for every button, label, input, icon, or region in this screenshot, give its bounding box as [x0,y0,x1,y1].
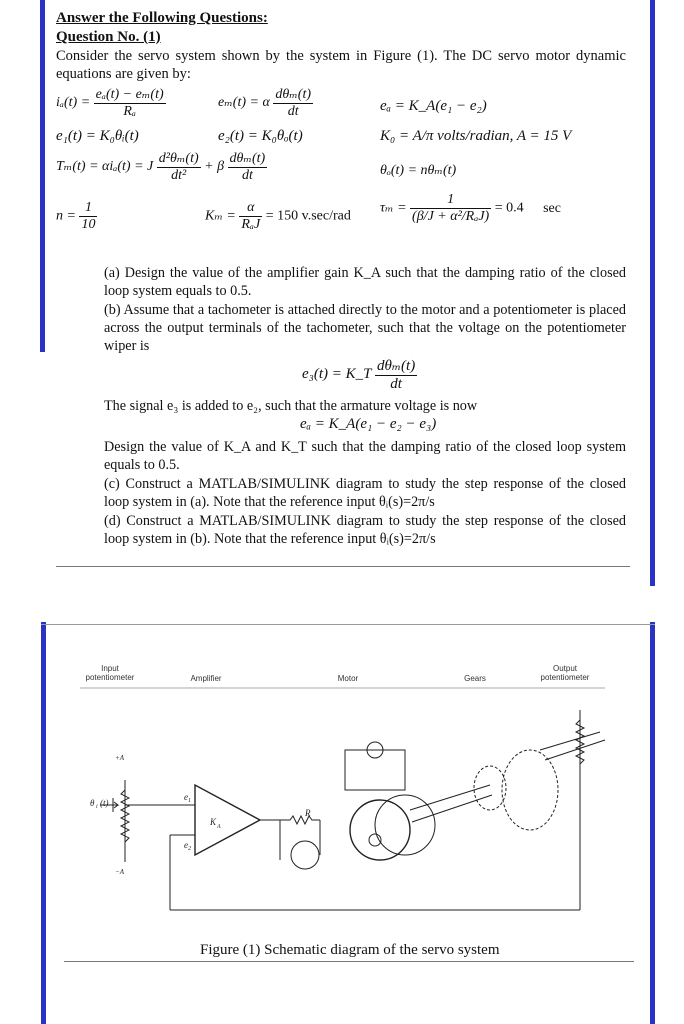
svg-text:e: e [184,840,188,850]
eq-e1: e₁(t) = K₀θᵢ(t) [56,128,139,144]
eq-e3-num: dθₘ(t) [376,358,416,374]
eq-km-num: α [239,200,262,217]
intro-text: Consider the servo system shown by the system in Figure (1). The DC servo motor dynamic equations are given by: [56,48,626,82]
eq-k0: K₀ = A/π volts/radian, A = 15 V [380,128,572,144]
eq-ea-new: eₐ = K_A(e₁ − e₂ − e₃) [300,416,437,432]
eq-ia-lhs: iₐ(t) = [56,95,91,111]
eq-ia-num: eₐ(t) − eₘ(t) [95,87,164,102]
svg-text:2: 2 [188,846,191,852]
svg-text:−A: −A [115,868,124,876]
eq-em [218,86,313,120]
eq-e2: e₂(t) = K₀θₒ(t) [218,128,303,144]
svg-text:A: A [217,824,221,830]
figure-left-bar [41,622,46,1024]
figure-top-rule [41,624,655,625]
figure-caption: Figure (1) Schematic diagram of the servo system [200,942,500,958]
eq-tau-den: (β/J + α²/RₐJ) [412,209,490,224]
eq-em-num: dθₘ(t) [275,87,311,102]
eq-tau-lhs: τₘ = [380,200,407,216]
eq-n-lhs: n = [56,208,76,224]
eq-n-den: 10 [81,217,96,232]
eq-tau-unit: sec [543,200,561,216]
eq-tau-value: = 0.4 [494,200,524,216]
eq-tau [380,192,561,225]
eq-tm-den2: dt [241,168,253,183]
eq-ia-den: Rₐ [123,104,136,119]
svg-text:K: K [210,817,217,827]
eq-tm-plus: + β [204,159,225,175]
eq-e3-lhs: e₃(t) = K_T [302,365,372,382]
eq-tm [56,150,267,184]
amplifier-triangle [195,785,260,855]
question-number: Question No. (1) [56,29,161,45]
question-b-design: Design the value of K_A and K_T such that the damping ratio of the closed loop system equals to 0.5. [104,439,626,473]
caption-rule [64,961,634,962]
label-amplifier: Amplifier [190,674,222,683]
label-motor: Motor [337,674,359,683]
eq-km [205,200,351,233]
question-b-signal: The signal e₃ is added to e₂, such that the armature voltage is now [104,398,478,414]
large-gear [502,750,558,830]
eq-tm-lhs: Tₘ(t) = αiₐ(t) = J [56,159,154,175]
question-d: (d) Construct a MATLAB/SIMULINK diagram to study the step response of the closed loop system in (b). Note that the reference input θᵢ(s)=2π/s [104,513,626,547]
page-title: Answer the Following Questions: [56,10,268,26]
eq-tm-num2: dθₘ(t) [229,151,266,166]
eq-em-lhs: eₘ(t) = α [218,95,270,111]
label-input-pot: Input potentiometer [85,664,135,682]
label-output-pot: Output potentiometer [540,664,590,682]
eq-theta-o: θₒ(t) = nθₘ(t) [380,163,457,178]
svg-text:θ: θ [90,798,95,808]
svg-text:e: e [184,792,188,802]
section-divider [56,566,630,567]
svg-text:i: i [96,804,98,810]
eq-tm-den1: dt² [171,168,187,183]
svg-text:R: R [305,808,311,818]
figure-right-bar [650,622,655,1024]
right-border-bar [650,0,655,586]
svg-text:+A: +A [115,754,124,762]
eq-km-den: RₐJ [241,217,261,232]
armature-resistor [260,816,320,824]
eq-tau-num: 1 [410,192,491,209]
eq-km-value: = 150 v.sec/rad [265,208,351,224]
label-gears: Gears [464,674,486,683]
eq-km-lhs: Kₘ = [205,208,236,224]
eq-e3-den: dt [390,376,402,392]
back-emf-source [291,841,319,869]
servo-schematic [60,640,630,940]
eq-n-num: 1 [79,200,97,217]
eq-ea: eₐ = K_A(e₁ − e₂) [380,98,487,114]
eq-tm-num1: d²θₘ(t) [158,151,199,166]
eq-e3 [302,356,417,393]
eq-em-den: dt [287,104,299,119]
svg-text:1: 1 [188,798,191,804]
eq-ia [56,86,166,120]
question-a: (a) Design the value of the amplifier gain K_A such that the damping ratio of the closed loop system equals to 0.5. [104,265,626,299]
question-b: (b) Assume that a tachometer is attached directly to the motor and a potentiometer is placed across the output terminals of the tachometer, such that the voltage on the potentiometer wiper is [104,302,626,354]
svg-text:(t): (t) [100,798,109,808]
eq-n [56,200,97,233]
field-circuit [345,750,405,790]
left-border-bar [40,0,45,352]
question-c: (c) Construct a MATLAB/SIMULINK diagram to study the step response of the closed loop system in (a). Note that the reference input θᵢ(s)=2π/s [104,476,626,510]
